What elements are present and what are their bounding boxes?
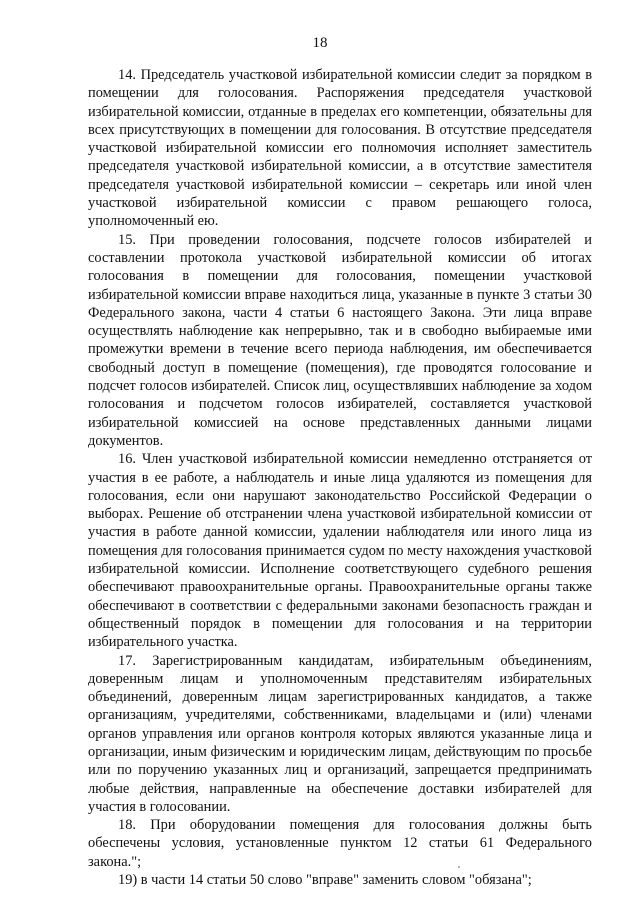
paragraph-16: 16. Член участковой избирательной комиссии немедленно отстраняется от участия в ее работе, а наблюдатель и иные лица удаляются из помещения для голосования, если они нарушают законодательство Российской Федерации о выборах. Решение об отстранении члена участковой избирательной комиссии от участия в работе данной комиссии, удалении наблюдателя или иного лица из помещения для голосования принимается судом по месту нахождения участковой избирательной комиссии. Исполнение соответствующего судебного решения обеспечивают правоохранительные органы. Правоохранительные органы также обеспечивают в соответствии с федеральными законами безопасность граждан и общественный порядок в помещении для голосования и на территории избирательного участка. xyxy=(88,451,592,651)
paragraph-17: 17. Зарегистрированным кандидатам, избирательным объединениям, доверенным лицам и уполномоченным представителям избирательных объединений, доверенным лицам зарегистрированных кандидатов, а также организациям, учредителями, собственниками, владельцами и (или) членами органов управления или органов контроля которых являются указанные лица и организации, иным физическим и юридическим лицам, действующим по просьбе или по поручению указанных лиц и организаций, запрещается предпринимать любые действия, направленные на обеспечение доставки избирателей для участия в голосовании. xyxy=(88,652,592,815)
page-number: 18 xyxy=(312,35,328,51)
paragraph-15: 15. При проведении голосования, подсчете голосов избирателей и составлении протокола участковой избирательной комиссии об итогах голосования в помещении для голосования, помещении участковой избирательной комиссии вправе находиться лица, указанные в пункте 3 статьи 30 Федерального закона, части 4 статьи 6 настоящего Закона. Эти лица вправе осуществлять наблюдение как непрерывно, так и в свободно выбираемые ими промежутки времени в течение всего периода наблюдения, им обеспечивается свободный доступ в помещение (помещения), где проводятся голосование и подсчет голосов избирателей. Список лиц, осуществлявших наблюдение за ходом голосования и подсчетом голосов избирателей, составляется участковой избирательной комиссией на основе представленных данными лицами документов. xyxy=(88,231,592,449)
paragraph-18: 18. При оборудовании помещения для голосования должны быть обеспечены условия, установленные пунктом 12 статьи 61 Федерального закона."; xyxy=(88,817,592,870)
paragraph-14: 14. Председатель участковой избирательной комиссии следит за порядком в помещении для голосования. Распоряжения председателя участковой избирательной комиссии, отданные в пределах его компетенции, обязательны для всех присутствующих в помещении для голосования. В отсутствие председателя участковой избирательной комиссии его полномочия исполняет заместитель председателя участковой избирательной комиссии, а в отсутствие заместителя председателя участковой избирательной комиссии – секретарь или иной член участковой избирательной комиссии с правом решающего голоса, уполномоченный ею. xyxy=(88,67,592,230)
body-text xyxy=(88,66,592,889)
scan-speck xyxy=(458,866,460,868)
amendment-item-19: 19) в части 14 статьи 50 слово "вправе" заменить словом "обязана"; xyxy=(118,872,532,889)
